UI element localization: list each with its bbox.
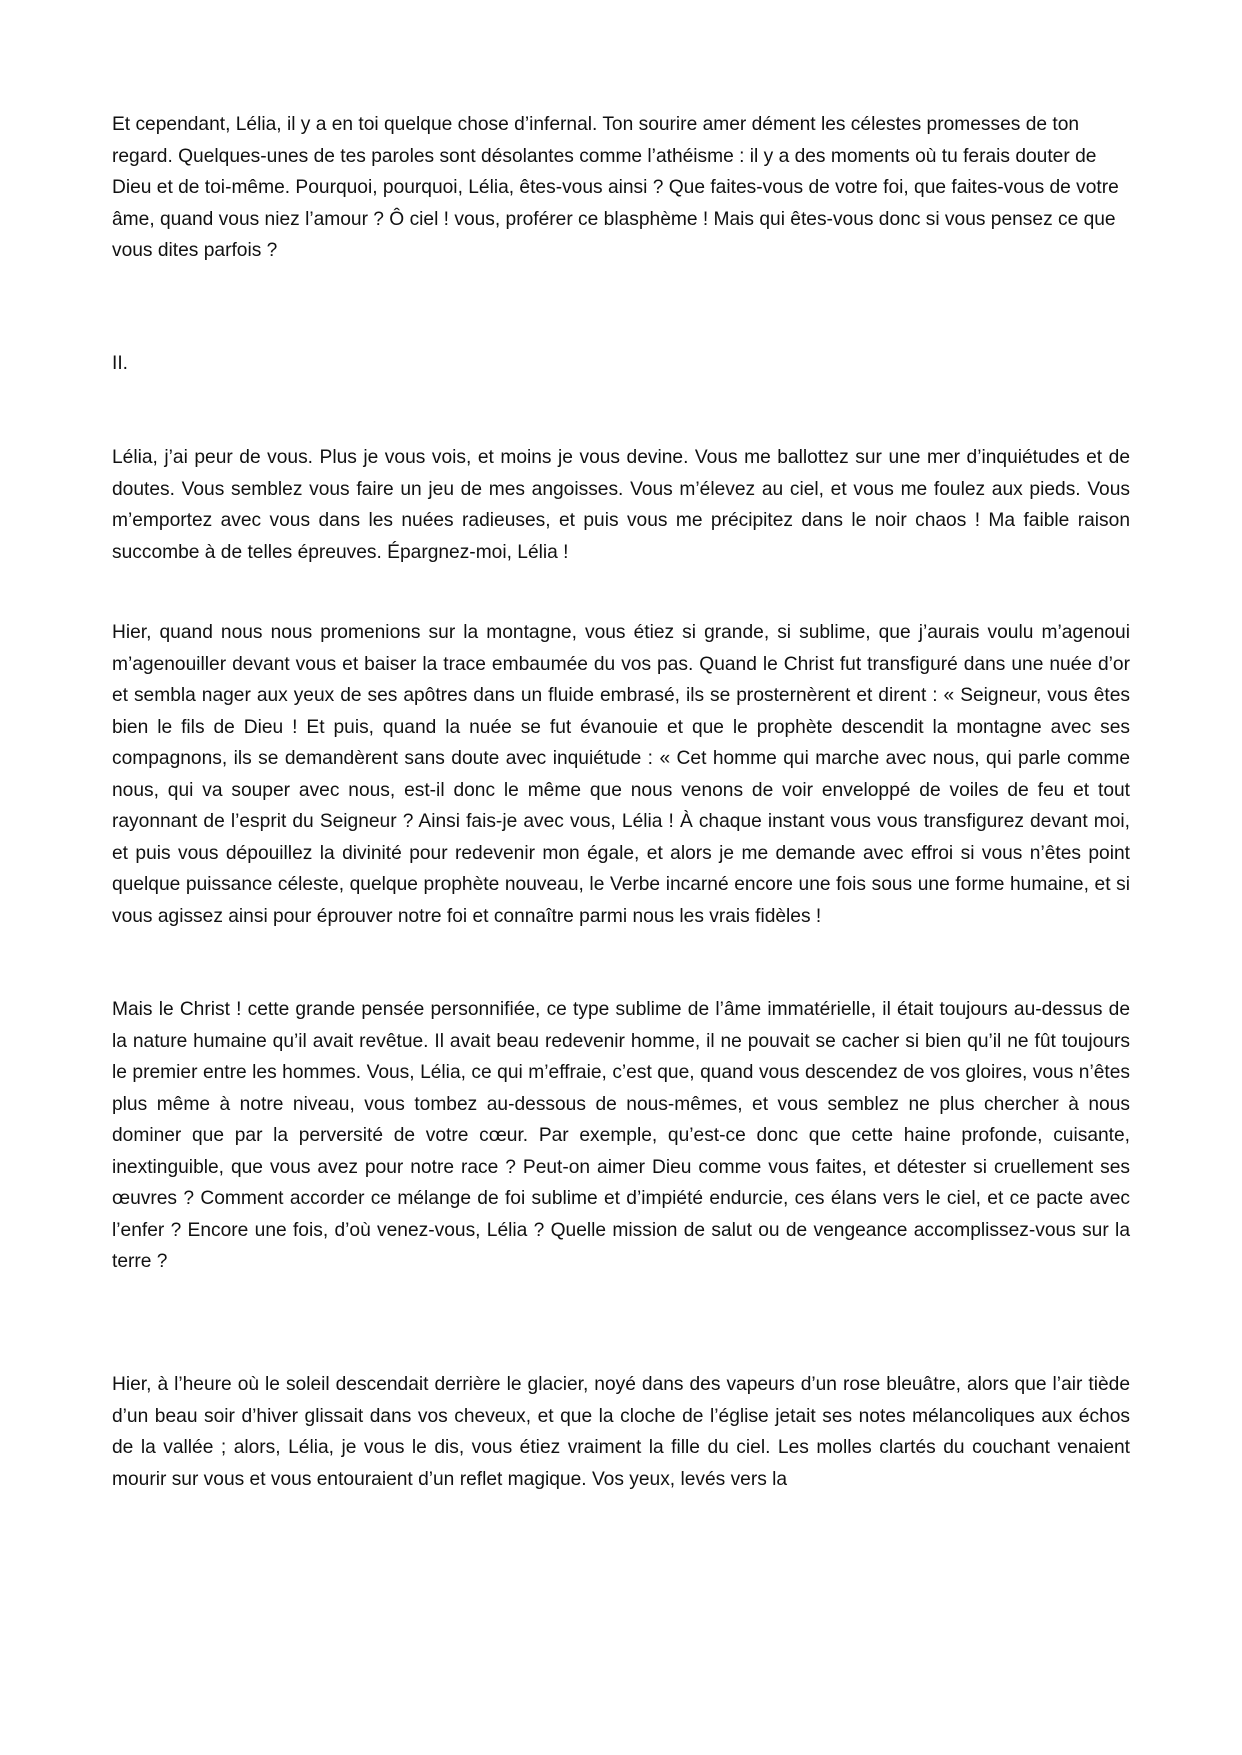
paragraph-fear: Lélia, j’ai peur de vous. Plus je vous vois, et moins je vous devine. Vous me ballottez sur une mer d’inquiétudes et de doutes. Vous semblez vous faire un jeu de mes angoisses. Vous m’élevez au ciel, et vous me foulez aux pieds. Vous m’emportez avec vous dans les nuées radieuses, et puis vous me précipitez dans le noir chaos ! Ma faible raison succombe à de telles épreuves. Épargnez-moi, Lélia ! — [112, 447, 1130, 563]
paragraph-intro: Et cependant, Lélia, il y a en toi quelque chose d’infernal. Ton sourire amer dément les célestes promesses de ton regard. Quelques-unes de tes paroles sont désolantes comme l’athéisme : il y a des moments où tu ferais douter de Dieu et de toi-même. Pourquoi, pourquoi, Lélia, êtes-vous ainsi ? Que faites-vous de votre foi, que faites-vous de votre âme, quand vous niez l’amour ? Ô ciel ! vous, proférer ce blasphème ! Mais qui êtes-vous donc si vous pensez ce que vous dites parfois ? — [112, 114, 1119, 261]
paragraph-evening: Hier, à l’heure où le soleil descendait derrière le glacier, noyé dans des vapeurs d’un rose bleuâtre, alors que l’air tiède d’un beau soir d’hiver glissait dans vos cheveux, et que la cloche de l’église jetait ses notes mélancoliques aux échos de la vallée ; alors, Lélia, je vous le dis, vous étiez vraiment la fille du ciel. Les molles clartés du couchant venaient mourir sur vous et vous entouraient d’un reflet magique. Vos yeux, levés vers la — [112, 1374, 1130, 1490]
paragraph-christ: Mais le Christ ! cette grande pensée personnifiée, ce type sublime de l’âme immatérielle, il était toujours au-dessus de la nature humaine qu’il avait revêtue. Il avait beau redevenir homme, il ne pouvait se cacher si bien qu’il ne fût toujours le premier entre les hommes. Vous, Lélia, ce qui m’effraie, c’est que, quand vous descendez de vos gloires, vous n’êtes plus même à notre niveau, vous tombez au-dessous de nous-mêmes, et vous semblez ne plus chercher à nous dominer que par la perversité de votre cœur. Par exemple, qu’est-ce donc que cette haine profonde, cuisante, inextinguible, que vous avez pour notre race ? Peut-on aimer Dieu comme vous faites, et détester si cruellement ses œuvres ? Comment accorder ce mélange de foi sublime et d’impiété endurcie, ces élans vers le ciel, et ce pacte avec l’enfer ? Encore une fois, d’où venez-vous, Lélia ? Quelle mission de salut ou de vengeance accomplissez-vous sur la terre ? — [112, 999, 1130, 1272]
section-heading: II. — [112, 353, 128, 374]
paragraph-mountain: Hier, quand nous nous promenions sur la montagne, vous étiez si grande, si sublime, que j’aurais voulu m’agenoui m’agenouiller devant vous et baiser la trace embaumée du vos pas. Quand le Christ fut transfiguré dans une nuée d’or et sembla nager aux yeux de ses apôtres dans un fluide embrasé, ils se prosternèrent et dirent : « Seigneur, vous êtes bien le fils de Dieu ! Et puis, quand la nuée se fut évanouie et que le prophète descendit la montagne avec ses compagnons, ils se demandèrent sans doute avec inquiétude : « Cet homme qui marche avec nous, qui parle comme nous, qui va souper avec nous, est-il donc le même que nous venons de voir enveloppé de voiles de feu et tout rayonnant de l’esprit du Seigneur ? Ainsi fais-je avec vous, Lélia ! À chaque instant vous vous transfigurez devant moi, et puis vous dépouillez la divinité pour redevenir mon égale, et alors je me demande avec effroi si vous n’êtes point quelque puissance céleste, quelque prophète nouveau, le Verbe incarné encore une fois sous une forme humaine, et si vous agissez ainsi pour éprouver notre foi et connaître parmi nous les vrais fidèles ! — [112, 622, 1130, 927]
